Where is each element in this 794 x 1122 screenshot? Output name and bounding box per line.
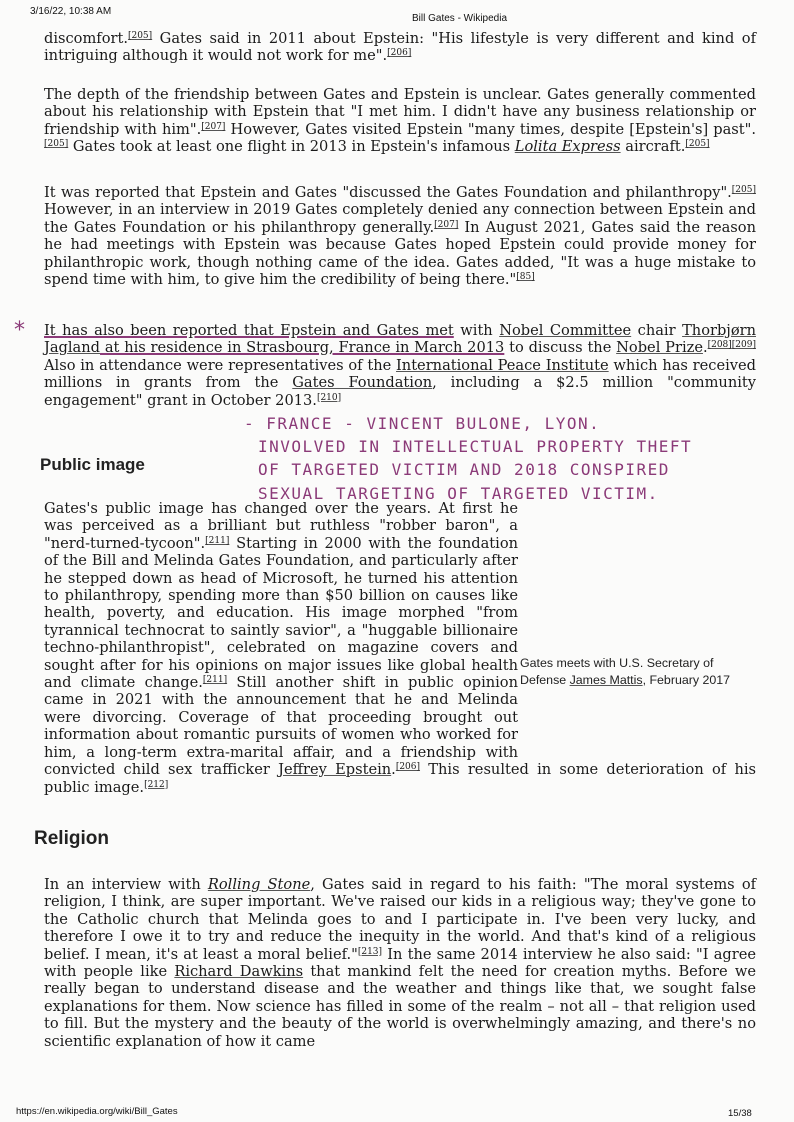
handwritten-note-line-4: SEXUAL TARGETING OF TARGETED VICTIM. <box>258 484 659 503</box>
rolling-stone-link[interactable]: Rolling Stone <box>207 876 311 893</box>
citation-link[interactable]: [207] <box>201 121 226 132</box>
handwritten-note-line-1: - FRANCE - VINCENT BULONE, LYON. <box>244 414 601 433</box>
citation-link[interactable]: [211] <box>205 535 230 546</box>
nobel-prize-link[interactable]: Nobel Prize <box>616 339 703 357</box>
citation-link[interactable]: [210] <box>316 392 342 403</box>
handwritten-star-mark: * <box>14 318 25 343</box>
paragraph-religion: In an interview with Rolling Stone, Gates said in regard to his faith: "The moral systems of religion, I think, are super important. We've raised our kids in a religious way; they've gone to the Catholic church that Melinda goes to and I participate in. I've been very lucky, and therefore I owe it to try and reduce the inequity in the world. And that's kind of a religious belief. I mean, it's at least a moral belief."[213] In the same 2014 interview he also said: "I agree with people like Richard Dawkins that mankind felt the need for creation myths. Before we really began to understand disease and the weather and things like that, we sought false explanations for them. Now science has filled in some of the realm – not all – that religion used to fill. But the mystery and the beauty of the world is overwhelmingly amazing, and there's no scientific explanation of how it came <box>44 876 757 1050</box>
citation-link[interactable]: [213] <box>357 946 383 957</box>
citation-link[interactable]: [205] <box>731 185 756 195</box>
james-mattis-link[interactable]: James Mattis <box>569 673 643 687</box>
gates-foundation-link[interactable]: Gates Foundation <box>292 374 433 392</box>
jagland-link[interactable]: Thorbjørn Jagland <box>44 322 756 357</box>
citation-link[interactable]: [209] <box>731 340 756 351</box>
citation-link[interactable]: [85] <box>516 272 535 283</box>
ink-underlined-text: at his residence in Strasbourg, France in March 2013 <box>100 339 505 357</box>
citation-link[interactable]: [205] <box>127 31 153 41</box>
image-caption: Gates meets with U.S. Secretary of Defense James Mattis, February 2017 <box>520 656 731 687</box>
thumbnail-image-area <box>518 500 756 760</box>
jeffrey-epstein-link[interactable]: Jeffrey Epstein <box>278 761 392 779</box>
paragraph-nobel: It has also been reported that Epstein and Gates met with Nobel Committee chair Thorbjørn Jagland at his residence in Strasbourg, France in March 2013 to discuss the Nobel Prize.[208][209] Also in attendance were representatives of the International Peace Institute which has received millions in grants from the Gates Foundation, including a $2.5 million "community engagement" grant in October 2013.[210] <box>44 322 756 409</box>
paragraph-public-image: Gates's public image has changed over the years. At first he was perceived as a brilliant but ruthless "robber baron", a "nerd-turned-tycoon".[211] Starting in 2000 with the foundation of the Bill and Melinda Gates Foundation, and particularly after he stepped down as head of Microsoft, he turned his attention to philanthropy, spending more than $50 billion on causes like health, poverty, and education. His image morphed "from tyrannical technocrat to saintly savior", a "huggable billionaire techno-philanthropist", celebrated on magazine covers and sought after for his opinions on major issues like global health and climate change.[211] Still another shift in public opinion came in 2021 with the announcement that he and Melinda were divorcing. Coverage of that proceeding brought out information about romantic pursuits of women who worked for him, a long-term extra-marital affair, and a friendship with convicted child sex trafficker Jeffrey Epstein.[206] This resulted in some deterioration of his public image.[212] <box>44 500 757 796</box>
page-number: 15/38 <box>728 1108 752 1119</box>
paragraph-friendship: The depth of the friendship between Gates and Epstein is unclear. Gates generally commented about his relationship with Epstein that "I met him. I didn't have any business relationship or friendship with him".[207] However, Gates visited Epstein "many times, despite [Epstein's] past".[205] Gates took at least one flight in 2013 in Epstein's infamous Lolita Express aircraft.[205] <box>44 86 757 156</box>
richard-dawkins-link[interactable]: Richard Dawkins <box>174 963 304 981</box>
citation-link[interactable]: [205] <box>685 139 710 150</box>
aircraft-link[interactable]: Lolita Express <box>514 138 621 156</box>
handwritten-note-line-3: OF TARGETED VICTIM AND 2018 CONSPIRED <box>258 460 670 479</box>
citation-link[interactable]: [208] <box>707 340 732 351</box>
citation-link[interactable]: [212] <box>144 779 169 790</box>
citation-link[interactable]: [206] <box>387 48 412 59</box>
handwritten-note-line-2: INVOLVED IN INTELLECTUAL PROPERTY THEFT <box>258 437 693 456</box>
paragraph-foundation: It was reported that Epstein and Gates "discussed the Gates Foundation and philanthropy".[205] However, in an interview in 2019 Gates completely denied any connection between Epstein and the Gates Foundation or his philanthropy generally.[207] In August 2021, Gates said the reason he had meetings with Epstein was because Gates hoped Epstein could provide money for philanthropic work, though nothing came of the idea. Gates added, "It was a huge mistake to spend time with him, to give him the credibility of being there."[85] <box>44 184 756 289</box>
citation-link[interactable]: [211] <box>202 675 228 686</box>
print-timestamp: 3/16/22, 10:38 AM <box>30 6 112 17</box>
ink-underlined-text: It has also been reported that Epstein and Gates met <box>44 322 454 339</box>
footer-url: https://en.wikipedia.org/wiki/Bill_Gates <box>16 1106 178 1117</box>
section-heading-religion: Religion <box>34 828 109 849</box>
ipi-link[interactable]: International Peace Institute <box>396 356 609 374</box>
citation-link[interactable]: [207] <box>434 219 459 230</box>
nobel-committee-link[interactable]: Nobel Committee <box>499 322 632 339</box>
page-title: Bill Gates - Wikipedia <box>412 13 508 24</box>
citation-link[interactable]: [205] <box>44 139 69 150</box>
citation-link[interactable]: [206] <box>395 762 421 773</box>
section-heading-public-image: Public image <box>40 455 145 474</box>
paragraph-epstein-intro: discomfort.[205] Gates said in 2011 about Epstein: "His lifestyle is very different and kind of intriguing although it would not work for me".[206] <box>44 30 756 65</box>
